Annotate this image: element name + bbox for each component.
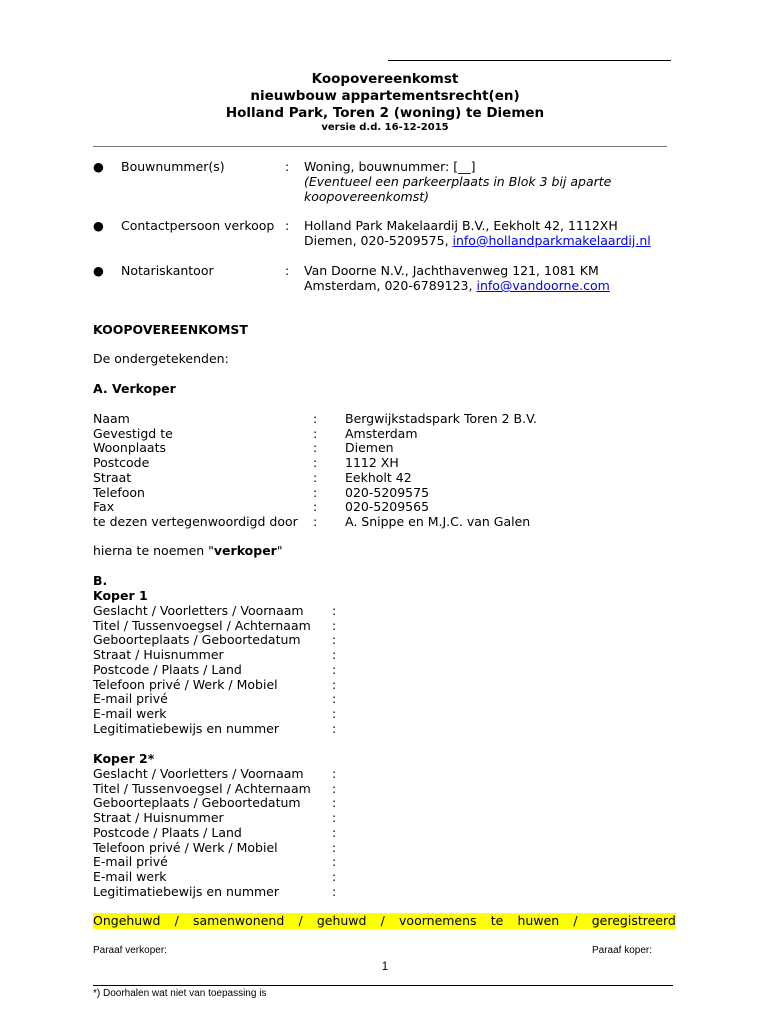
buyer-1-field-row [93, 662, 653, 677]
seller-row-value: Eekholt 42 [345, 469, 412, 485]
buyer-1-field-row [93, 632, 653, 647]
seller-row-label: Woonplaats [93, 440, 166, 456]
buyer-1-field-label: E-mail privé [93, 691, 168, 707]
colon: : [332, 691, 337, 707]
title-line-1: Koopovereenkomst [311, 71, 459, 87]
buyer-1-field-row [93, 677, 653, 692]
colon: : [332, 883, 337, 899]
seller-row-value: 020-5209575 [345, 484, 430, 500]
colon: : [332, 780, 337, 796]
seller-row [93, 470, 653, 485]
buyer-2-field-row [93, 766, 653, 781]
notariskantoor-value: Van Doorne N.V., Jachthavenweg 121, 1081 KM [304, 263, 599, 278]
buyer-1-field-row [93, 691, 653, 706]
colon: : [332, 720, 337, 736]
buyer-2-field-label: Postcode / Plaats / Land [93, 824, 242, 840]
seller-row-value: Amsterdam [345, 425, 418, 441]
bullet-icon: ● [93, 159, 104, 174]
separator-slash: / [174, 913, 179, 928]
colon: : [285, 159, 290, 174]
seller-row-value: Diemen [345, 440, 394, 456]
buyer-1-field-label: E-mail werk [93, 705, 167, 721]
buyer-1-field-label: Postcode / Plaats / Land [93, 661, 242, 677]
buyer-2-field-label: Straat / Huisnummer [93, 810, 224, 826]
buyer-1-field-label: Telefoon privé / Werk / Mobiel [93, 676, 278, 692]
seller-row-label: te dezen vertegenwoordigd door [93, 513, 298, 529]
buyer-2-field-row [93, 854, 653, 869]
colon: : [332, 795, 337, 811]
buyer-2-field-row [93, 825, 653, 840]
document-title [0, 71, 770, 134]
contactpersoon-value: Holland Park Makelaardij B.V., Eekholt 42, 1112XH [304, 218, 618, 233]
colon: : [332, 661, 337, 677]
buyer-2-field-label: Geboorteplaats / Geboortedatum [93, 795, 301, 811]
colon: : [313, 455, 318, 471]
buyer-2-field-row [93, 840, 653, 855]
contactpersoon-label: Contactpersoon verkoop [121, 218, 275, 233]
seller-row [93, 440, 653, 455]
colon: : [313, 411, 318, 426]
separator-slash: / [380, 913, 385, 928]
colon: : [285, 263, 290, 278]
marital-option: gehuwd [316, 913, 367, 928]
colon: : [332, 854, 337, 870]
section-heading: KOOPOVEREENKOMST [93, 322, 248, 337]
marital-option: voornemens [399, 913, 477, 928]
notariskantoor-label: Notariskantoor [121, 263, 214, 278]
bullet-icon: ● [93, 218, 104, 233]
buyer-2-field-label: Titel / Tussenvoegsel / Achternaam [93, 780, 311, 796]
bullet-icon: ● [93, 263, 104, 278]
seller-row-value: Bergwijkstadspark Toren 2 B.V. [345, 411, 537, 426]
seller-row [93, 426, 653, 441]
seller-heading: A. Verkoper [93, 381, 176, 396]
colon: : [313, 440, 318, 456]
designation-bold: verkoper [213, 543, 277, 558]
seller-row [93, 499, 653, 514]
colon: : [313, 469, 318, 485]
colon: : [332, 705, 337, 721]
buyer-1-heading: Koper 1 [93, 588, 148, 603]
title-line-3: Holland Park, Toren 2 (woning) te Diemen [225, 105, 545, 121]
colon: : [285, 218, 290, 233]
separator-slash: / [573, 913, 578, 928]
colon: : [313, 484, 318, 500]
buyer-2-field-row [93, 884, 653, 899]
buyer-2-field-label: Telefoon privé / Werk / Mobiel [93, 839, 278, 855]
seller-row-label: Postcode [93, 455, 150, 471]
colon: : [332, 632, 337, 648]
seller-row-label: Gevestigd te [93, 425, 173, 441]
colon: : [313, 499, 318, 515]
seller-row-label: Fax [93, 499, 115, 515]
title-line-2: nieuwbouw appartementsrecht(en) [250, 88, 520, 104]
seller-row-value: 1112 XH [345, 455, 399, 471]
marital-option: huwen [517, 913, 560, 928]
buyer-1-field-label: Straat / Huisnummer [93, 647, 224, 663]
footnote-rule [93, 985, 673, 986]
buyer-1-field-row [93, 603, 653, 618]
buyer-2-field-label: E-mail privé [93, 854, 168, 870]
buyer-1-field-row [93, 721, 653, 736]
buyer-1-field-row [93, 618, 653, 633]
footnote: *) Doorhalen wat niet van toepassing is [93, 988, 267, 999]
notaris-text: Amsterdam, 020-6789123, [304, 278, 477, 293]
colon: : [313, 425, 318, 441]
colon: : [332, 647, 337, 663]
buyer-2-field-row [93, 781, 653, 796]
seller-row-label: Straat [93, 469, 132, 485]
seller-row [93, 411, 653, 426]
buyer-2-field-row [93, 810, 653, 825]
buyers-heading: B. [93, 573, 108, 588]
seller-designation [93, 543, 283, 558]
seller-row-label: Naam [93, 411, 130, 426]
buyer-2-field-label: E-mail werk [93, 868, 167, 884]
marital-option: te [490, 913, 504, 928]
buyer-1-field-label: Geboorteplaats / Geboortedatum [93, 632, 301, 648]
seller-row [93, 485, 653, 500]
divider [93, 146, 667, 147]
colon: : [332, 810, 337, 826]
designation-suffix: " [276, 543, 283, 558]
intro-text: De ondergetekenden: [93, 351, 229, 366]
notaris-email-link[interactable]: info@vandoorne.com [476, 278, 610, 293]
marital-option: Ongehuwd [93, 913, 161, 928]
marital-option: samenwonend [192, 913, 285, 928]
signature-line [388, 60, 671, 61]
marital-option: geregistreerd [591, 913, 676, 928]
colon: : [332, 676, 337, 692]
designation-prefix: hierna te noemen " [93, 543, 214, 558]
makelaardij-email-link[interactable]: info@hollandparkmakelaardij.nl [452, 233, 651, 248]
contact-text: Diemen, 020-5209575, [304, 233, 453, 248]
buyer-2-field-row [93, 869, 653, 884]
colon: : [332, 868, 337, 884]
version-date: versie d.d. 16-12-2015 [321, 122, 449, 133]
paraaf-verkoper: Paraaf verkoper: [93, 945, 167, 956]
buyer-1-field-label: Legitimatiebewijs en nummer [93, 720, 280, 736]
buyer-1-field-row [93, 647, 653, 662]
buyer-1-field-row [93, 706, 653, 721]
bouwnummer-label: Bouwnummer(s) [121, 159, 225, 174]
parkeerplaats-note: (Eventueel een parkeerplaats in Blok 3 bij aparte [304, 174, 612, 189]
seller-row-value: A. Snippe en M.J.C. van Galen [345, 513, 531, 529]
buyer-2-field-label: Legitimatiebewijs en nummer [93, 883, 280, 899]
colon: : [332, 824, 337, 840]
notariskantoor-value-2 [304, 278, 610, 293]
buyer-2-heading: Koper 2* [93, 751, 155, 766]
parkeerplaats-note-2: koopovereenkomst) [304, 189, 429, 204]
seller-row [93, 514, 653, 529]
paraaf-koper: Paraaf koper: [592, 945, 653, 956]
page-number: 1 [381, 959, 389, 973]
colon: : [332, 766, 337, 781]
buyer-1-field-label: Geslacht / Voorletters / Voornaam [93, 603, 304, 618]
separator-slash: / [298, 913, 303, 928]
bouwnummer-value: Woning, bouwnummer: [__] [304, 159, 476, 174]
buyer-1-field-label: Titel / Tussenvoegsel / Achternaam [93, 617, 311, 633]
colon: : [313, 513, 318, 529]
seller-row-value: 020-5209565 [345, 499, 430, 515]
seller-row-label: Telefoon [93, 484, 145, 500]
contactpersoon-value-2 [304, 233, 651, 248]
colon: : [332, 603, 337, 618]
buyer-2-field-label: Geslacht / Voorletters / Voornaam [93, 766, 304, 781]
colon: : [332, 839, 337, 855]
marital-status-line [93, 913, 676, 929]
buyer-2-field-row [93, 795, 653, 810]
seller-row [93, 455, 653, 470]
colon: : [332, 617, 337, 633]
